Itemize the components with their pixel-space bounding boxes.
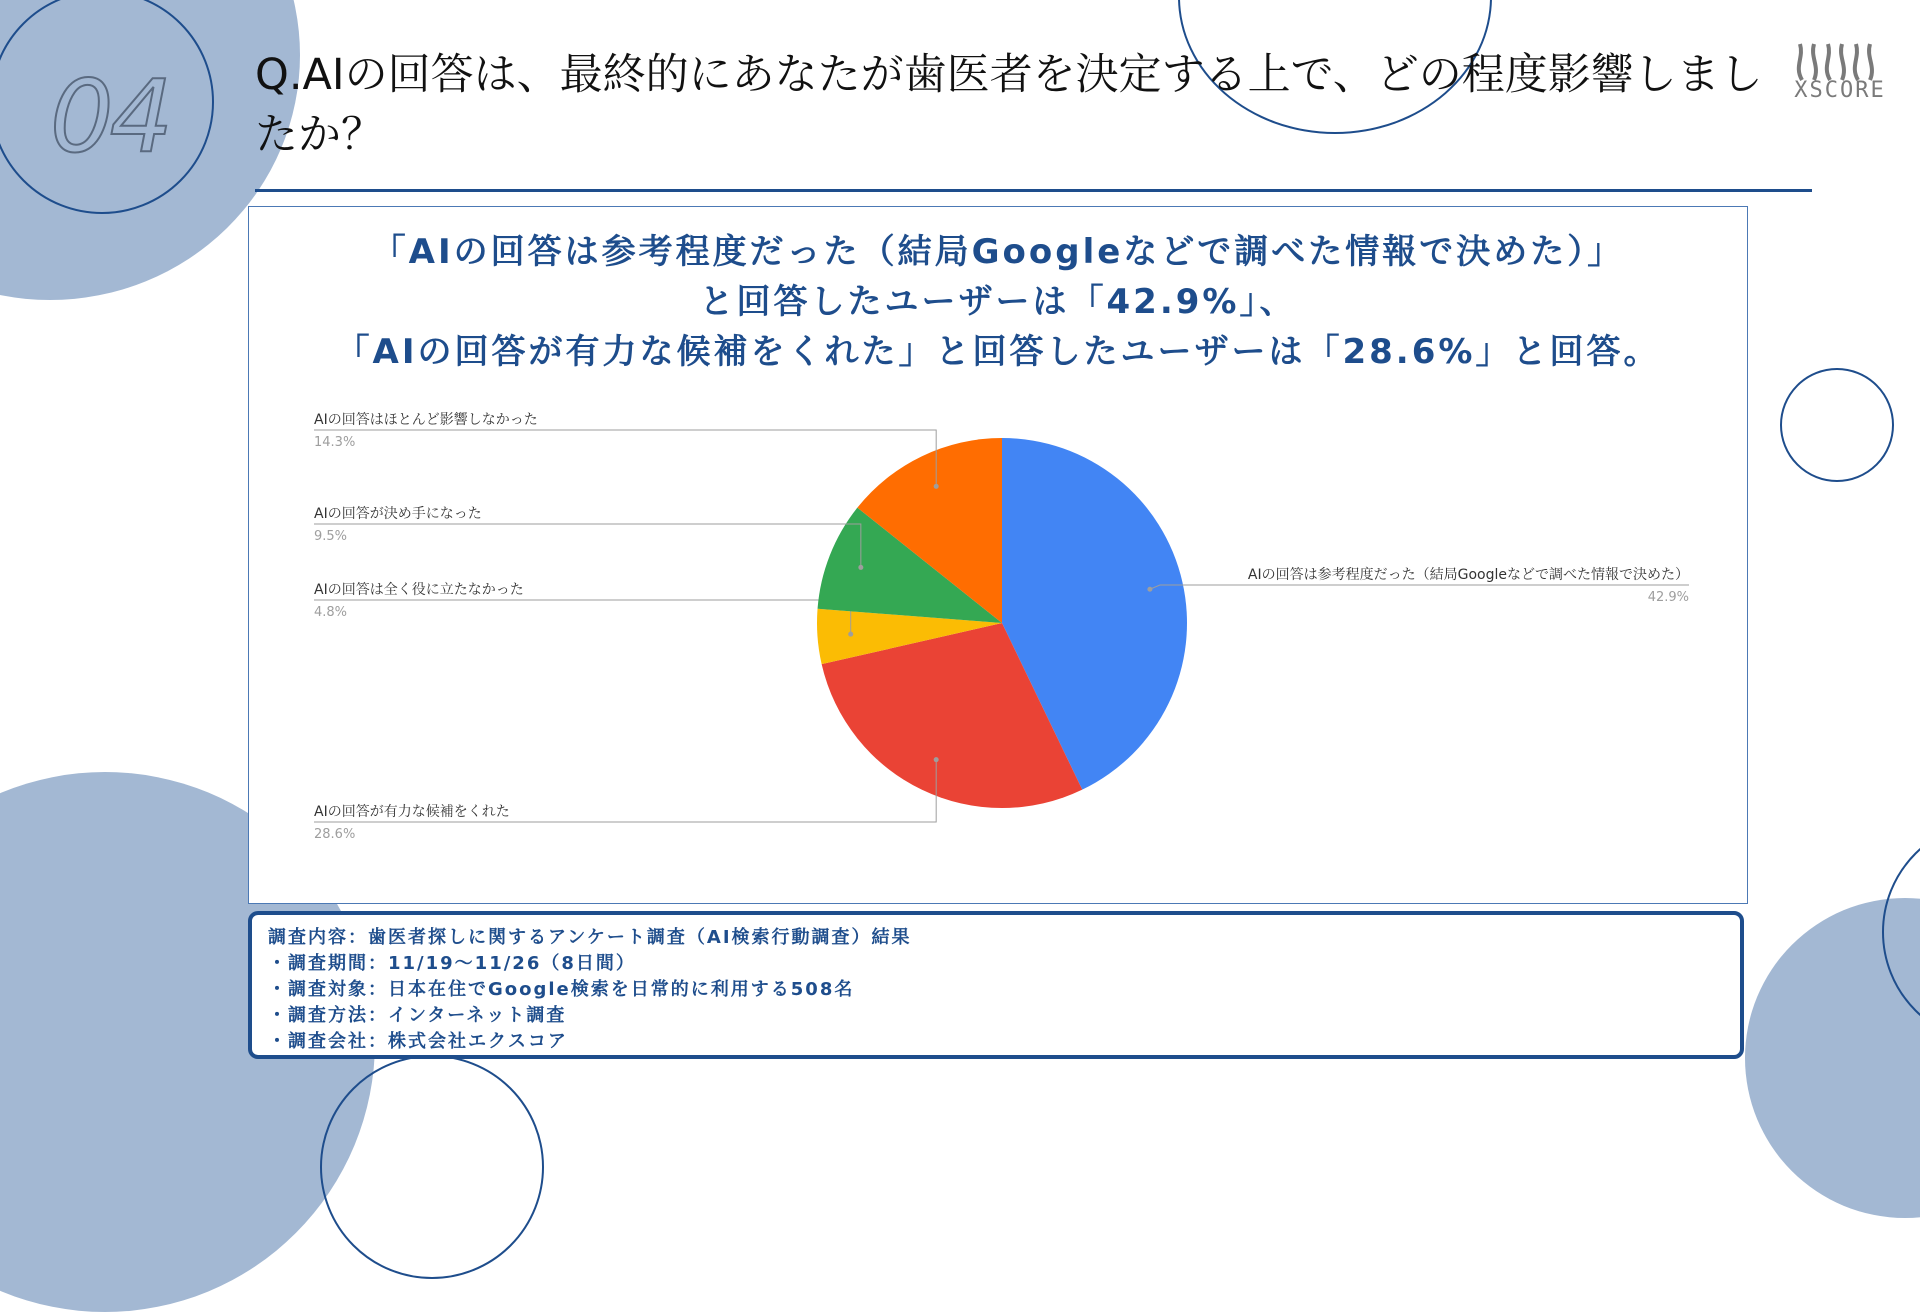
slice-label: AIの回答はほとんど影響しなかった — [314, 412, 538, 428]
survey-info-line: ・調査会社：株式会社エクスコア — [268, 1031, 568, 1052]
slice-percent-label: 9.5% — [314, 529, 348, 544]
slice-label: AIの回答が決め手になった — [314, 506, 482, 522]
slice-label: AIの回答は全く役に立たなかった — [314, 582, 524, 598]
slice-percent-label: 4.8% — [314, 605, 348, 620]
slide-number: 04 — [50, 58, 170, 175]
leader-dot — [1147, 587, 1152, 592]
survey-info-line: ・調査期間：11/19〜11/26（8日間） — [268, 953, 636, 974]
slice-label: AIの回答は参考程度だった（結局Googleなどで調べた情報で決めた） — [1247, 567, 1689, 583]
headline-line-2: と回答したユーザーは「42.9%」、 — [699, 282, 1297, 322]
title-divider — [255, 189, 1812, 192]
pie-chart — [249, 207, 1747, 903]
headline-line-3: 「AIの回答が有力な候補をくれた」と回答したユーザーは「28.6%」と回答。 — [335, 332, 1661, 372]
chart-panel — [248, 206, 1748, 904]
survey-info-line: ・調査方法：インターネット調査 — [268, 1005, 567, 1026]
decor-ring-right — [1780, 368, 1894, 482]
headline-line-1: 「AIの回答は参考程度だった（結局Googleなどで調べた情報で決めた）」 — [371, 232, 1625, 272]
leader-line — [314, 430, 936, 486]
survey-info-line: ・調査対象：日本在住でGoogle検索を日常的に利用する508名 — [268, 979, 855, 1000]
leader-line — [1150, 585, 1689, 589]
survey-info-box — [248, 911, 1744, 1059]
logo-wordmark: XSCORE — [1794, 78, 1886, 103]
question-title: Q.AIの回答は、最終的にあなたが歯医者を決定する上で、どの程度影響しましたか？ — [255, 50, 1763, 160]
slice-label: AIの回答が有力な候補をくれた — [314, 804, 510, 820]
survey-info-line: 調査内容：歯医者探しに関するアンケート調査（AI検索行動調査）結果 — [268, 927, 912, 948]
decor-ring-bottom-left — [320, 1055, 544, 1279]
slice-percent-label: 28.6% — [314, 827, 356, 842]
slice-percent-label: 14.3% — [314, 435, 356, 450]
leader-line — [314, 600, 851, 634]
leader-line — [314, 524, 861, 567]
slice-percent-label: 42.9% — [1647, 590, 1689, 605]
